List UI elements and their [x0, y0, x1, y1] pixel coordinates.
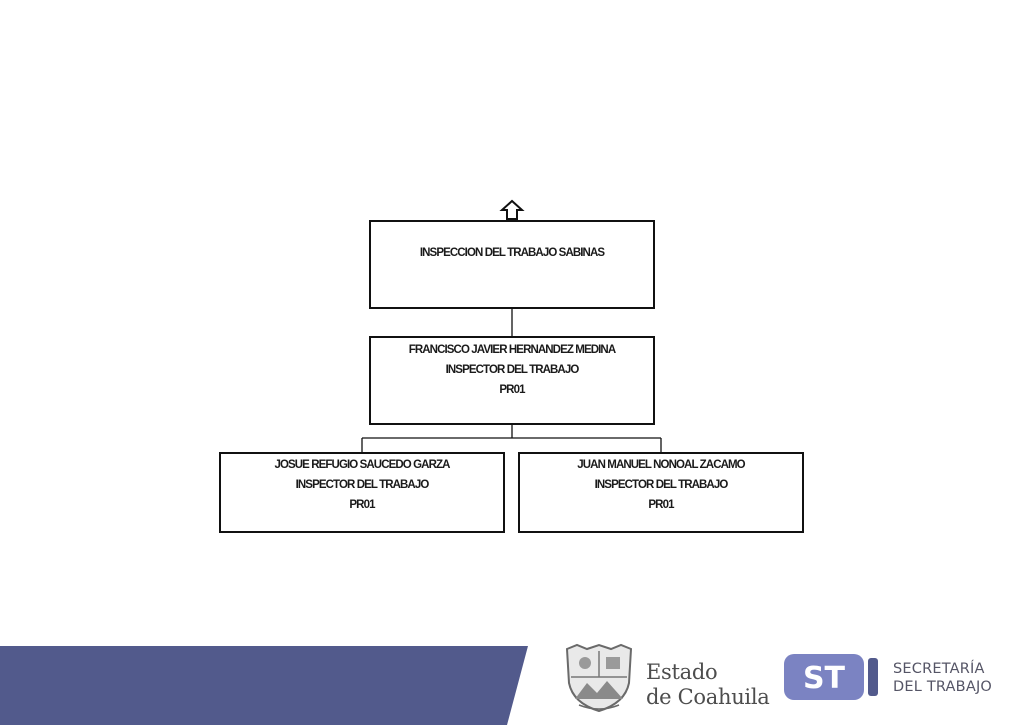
- estado-line-1: Estado: [646, 660, 718, 684]
- person-name: JUAN MANUEL NONOAL ZACAMO: [577, 459, 745, 471]
- st-logo-icon: [784, 652, 884, 702]
- coahuila-shield-icon: [563, 643, 635, 713]
- secretaria-logo-text: [893, 660, 992, 696]
- estado-coahuila-logo-text: [646, 660, 769, 710]
- position-code: PR01: [648, 499, 674, 511]
- estado-line-2: de Coahuila: [646, 685, 770, 709]
- org-unit-title: INSPECCION DEL TRABAJO SABINAS: [419, 247, 605, 259]
- person-name: FRANCISCO JAVIER HERNANDEZ MEDINA: [408, 344, 616, 356]
- person-role: INSPECTOR DEL TRABAJO: [295, 479, 429, 491]
- person-role: INSPECTOR DEL TRABAJO: [445, 364, 579, 376]
- secretaria-line-1: SECRETARÍA: [893, 661, 985, 677]
- position-code: PR01: [349, 499, 375, 511]
- person-role: INSPECTOR DEL TRABAJO: [594, 479, 728, 491]
- secretaria-line-2: DEL TRABAJO: [893, 679, 993, 695]
- position-code: PR01: [499, 384, 525, 396]
- st-mark-text: ST: [802, 661, 846, 696]
- person-name: JOSUE REFUGIO SAUCEDO GARZA: [274, 459, 450, 471]
